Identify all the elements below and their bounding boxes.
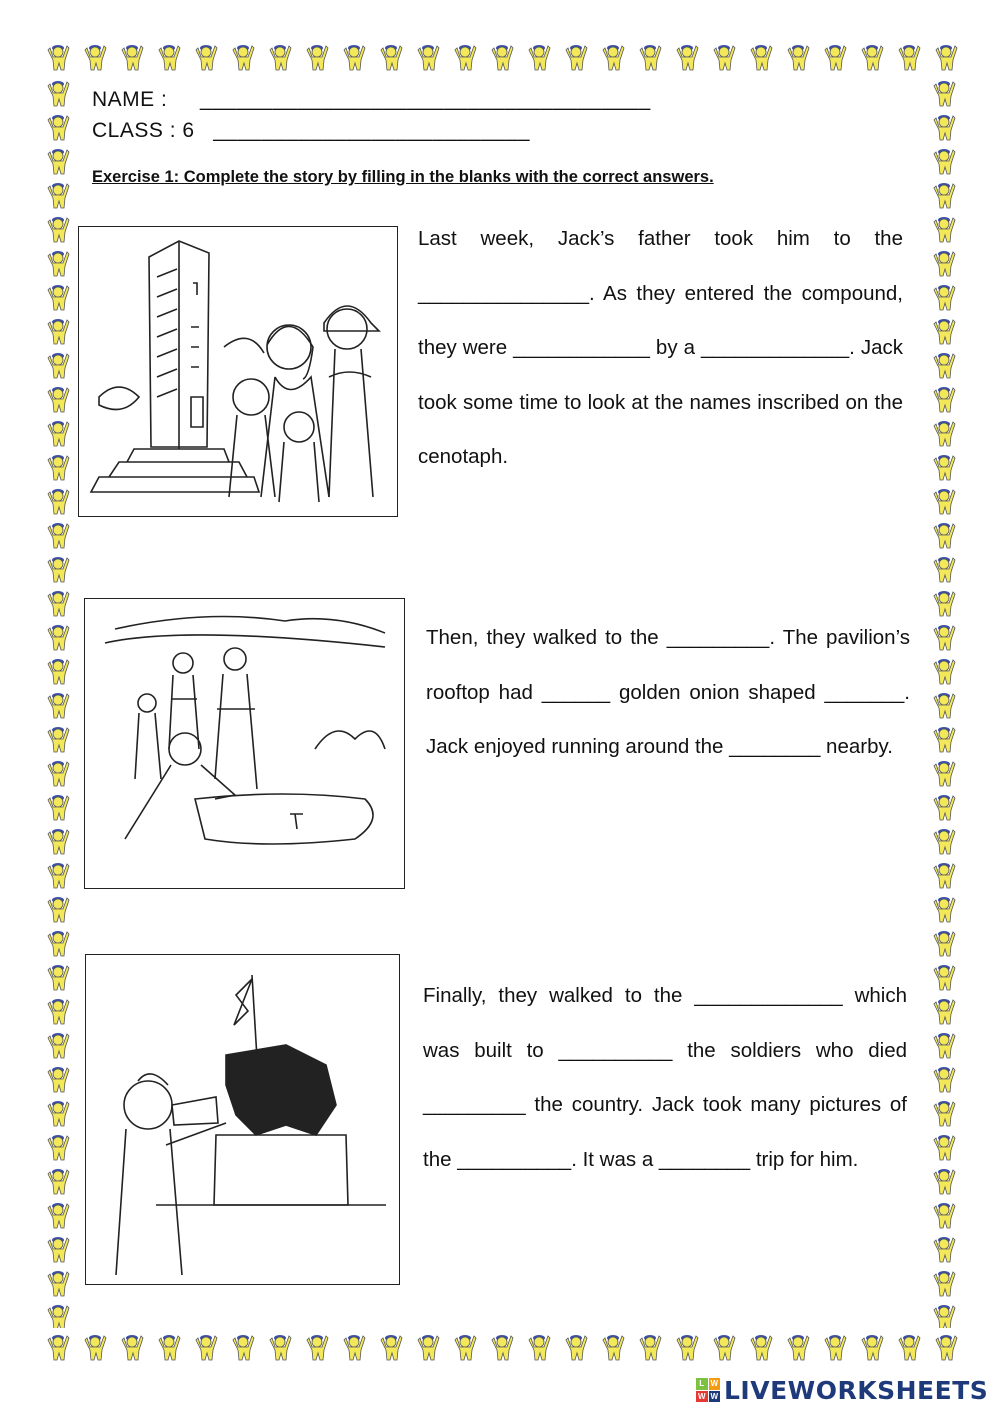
story-paragraph-1: Last week, Jack’s father took him to the _______________. As they entered the compound, they were ____________ by a _____________. Jack took some time to look at the names inscribed on the cenotaph.	[418, 227, 903, 468]
logo-letter-1: L	[696, 1378, 708, 1390]
left-border	[40, 76, 76, 1328]
story-paragraph-2: Then, they walked to the _________. The pavilion’s rooftop had ______ golden onion shaped _______. Jack enjoyed running around the ________ nearby.	[426, 626, 910, 758]
name-blank[interactable]: _____________________________________	[200, 88, 651, 111]
right-border	[926, 76, 962, 1328]
liveworksheets-logo[interactable]	[696, 1372, 988, 1408]
name-label: NAME :	[92, 88, 168, 111]
cenotaph-illustration	[78, 226, 398, 517]
logo-letter-3: W	[697, 1391, 706, 1401]
exercise-title: Exercise 1: Complete the story by filling in the blanks with the correct answers.	[92, 168, 714, 186]
class-blank[interactable]: __________________________	[213, 119, 530, 142]
bottom-border	[40, 1328, 962, 1366]
top-border	[40, 38, 962, 76]
logo-icon	[696, 1378, 720, 1402]
class-label: CLASS : 6	[92, 119, 195, 142]
logo-letter-2: W	[710, 1379, 719, 1388]
story-paragraph-3: Finally, they walked to the _____________ which was built to __________ the soldiers who died _________ the country. Jack took many pictures of the __________. It was a ________ trip for him.	[423, 984, 907, 1171]
class-line	[92, 119, 530, 143]
pavilion-illustration	[84, 598, 405, 889]
logo-text: LIVEWORKSHEETS	[724, 1375, 989, 1405]
name-line	[92, 88, 651, 112]
logo-letter-4: W	[710, 1391, 719, 1401]
war-memorial-illustration	[85, 954, 400, 1285]
